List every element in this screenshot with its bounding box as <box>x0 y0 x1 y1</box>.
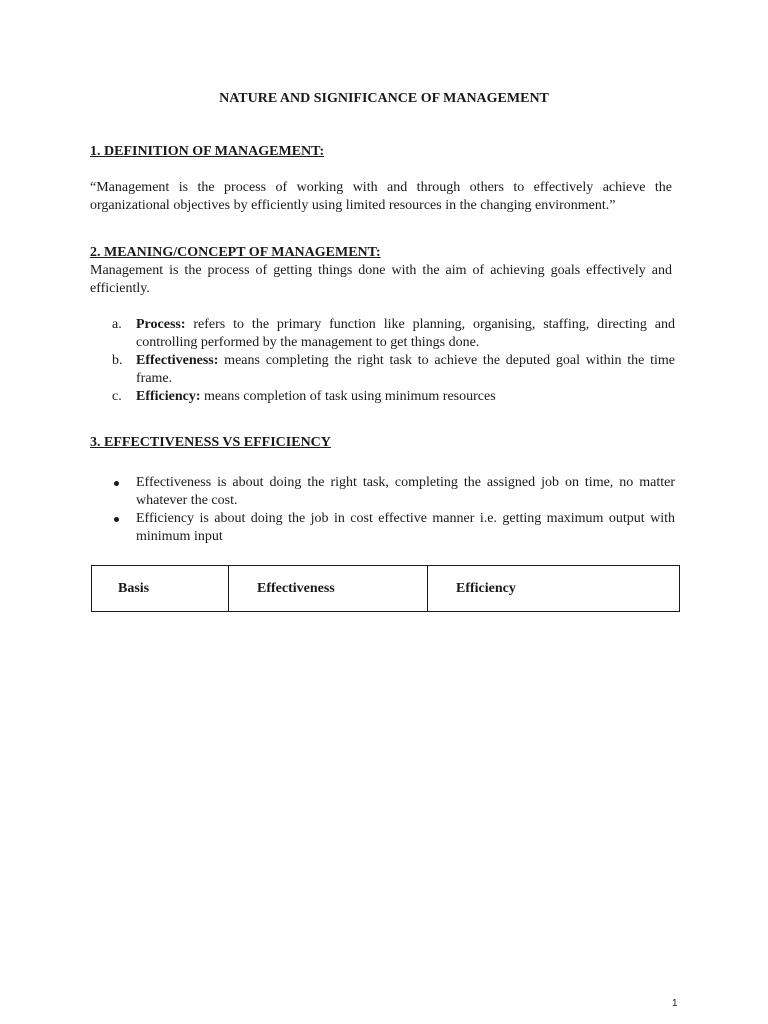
section-3-title: EFFECTIVENESS VS EFFICIENCY <box>104 435 331 450</box>
section-1-title: DEFINITION OF MANAGEMENT: <box>104 144 325 159</box>
list-text: refers to the primary function like planning, organising, staffing, directing and controlling performed by the management to get things done. <box>136 317 675 350</box>
list-term: Effectiveness: <box>136 353 219 368</box>
bullet-text: Effectiveness is about doing the right task, completing the assigned job on time, no matter whatever the cost. <box>136 475 675 508</box>
list-text: means completing the right task to achieve the deputed goal within the time frame. <box>136 353 675 386</box>
meaning-paragraph: Management is the process of getting things done with the aim of achieving goals effectively and efficiently. <box>90 263 672 296</box>
page-number: 1 <box>672 998 678 1009</box>
section-1-heading <box>90 143 324 161</box>
section-3-heading <box>90 434 331 452</box>
bullet-icon <box>114 481 119 486</box>
comparison-bullets <box>110 474 675 546</box>
list-term: Process: <box>136 317 186 332</box>
list-text: means completion of task using minimum resources <box>200 389 496 404</box>
list-item <box>110 388 675 406</box>
bullet-item <box>110 474 675 510</box>
section-1-number: 1. <box>90 144 101 159</box>
comparison-table <box>91 565 680 612</box>
page-title: NATURE AND SIGNIFICANCE OF MANAGEMENT <box>219 91 549 106</box>
table-header-row <box>92 566 680 612</box>
concept-list <box>110 316 675 406</box>
list-marker: a. <box>112 317 122 332</box>
list-item <box>110 316 675 352</box>
list-marker: c. <box>112 389 122 404</box>
section-2-number: 2. <box>90 245 101 260</box>
table-header-effectiveness: Effectiveness <box>229 566 428 612</box>
section-2-heading <box>90 244 381 262</box>
table-header-basis: Basis <box>92 566 229 612</box>
bullet-item <box>110 510 675 546</box>
bullet-text: Efficiency is about doing the job in cost effective manner i.e. getting maximum output with minimum input <box>136 511 675 544</box>
list-term: Efficiency: <box>136 389 201 404</box>
list-item <box>110 352 675 388</box>
table-header-efficiency: Efficiency <box>428 566 680 612</box>
definition-paragraph: “Management is the process of working with and through others to effectively achieve the organizational objectives by efficiently using limited resources in the changing environment.” <box>90 180 672 213</box>
section-2-title: MEANING/CONCEPT OF MANAGEMENT: <box>104 245 381 260</box>
bullet-icon <box>114 517 119 522</box>
section-3-number: 3. <box>90 435 101 450</box>
list-marker: b. <box>112 353 123 368</box>
